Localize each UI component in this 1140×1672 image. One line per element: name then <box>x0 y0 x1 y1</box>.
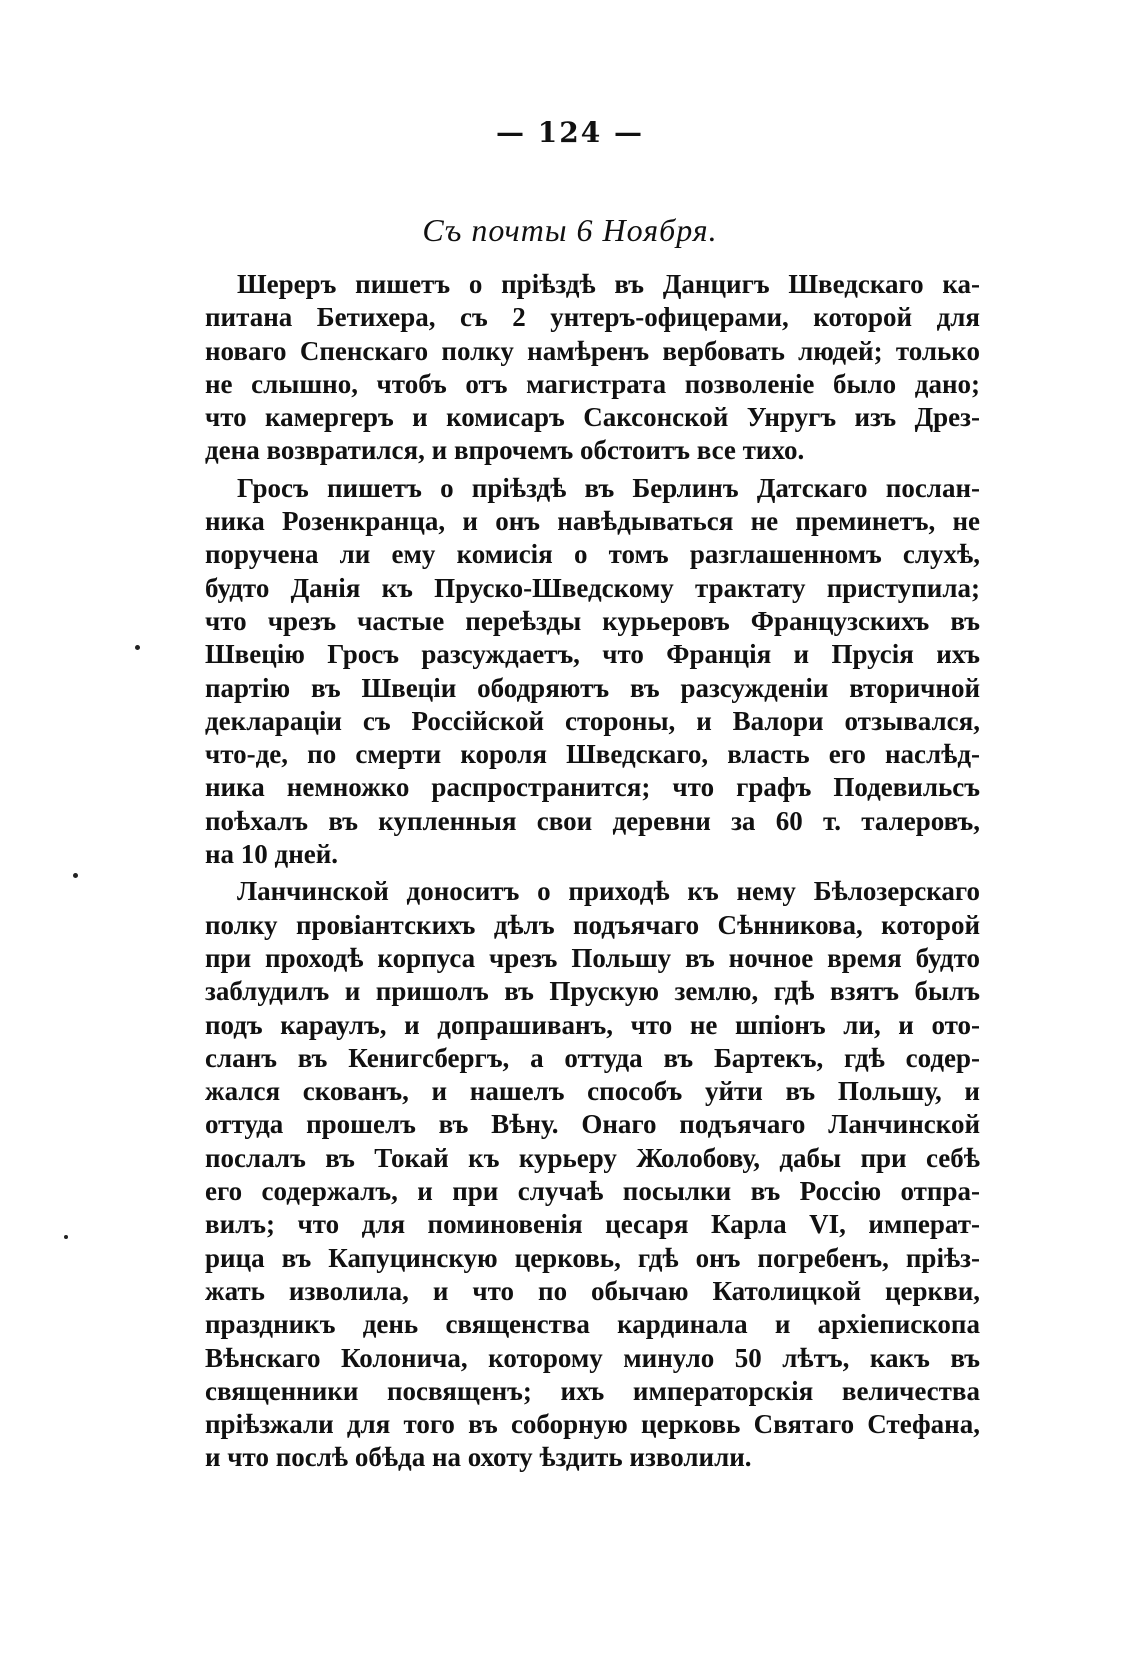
text-line: жался скованъ, и нашелъ способъ уйти въ Польшу, и <box>205 1076 980 1107</box>
text-line: священники посвященъ; ихъ императорскія величества <box>205 1375 980 1406</box>
text-line: Швецію Гросъ разсуждаетъ, что Франція и Прусія ихъ <box>205 639 980 670</box>
page-number: — 124 — <box>496 116 644 149</box>
paragraph <box>205 472 980 872</box>
text-line: жать изволила, и что по обычаю Католицкой церкви, <box>205 1275 980 1306</box>
text-line: что-де, по смерти короля Шведскаго, власть его наслѣд- <box>205 739 980 770</box>
text-line: и что послѣ обѣда на охоту ѣздить изволили. <box>205 1442 752 1473</box>
text-line: его содержалъ, и при случаѣ посылки въ Россію отпра- <box>205 1176 980 1207</box>
text-line: рица въ Капуцинскую церковь, гдѣ онъ погребенъ, пріѣз- <box>205 1242 980 1273</box>
text-line: послалъ въ Токай къ курьеру Жолобову, дабы при себѣ <box>205 1142 980 1173</box>
text-line: поѣхалъ въ купленныя свои деревни за 60 т. талеровъ, <box>205 805 980 836</box>
text-line: на 10 дней. <box>205 839 339 870</box>
text-line: подъ караулъ, и допрашиванъ, что не шпіонъ ли, и ото- <box>205 1009 980 1040</box>
text-line: партію въ Швеціи ободряютъ въ разсужденіи вторичной <box>205 672 980 703</box>
section-heading: Съ почты 6 Ноября. <box>422 212 718 248</box>
text-line: поручена ли ему комисія о томъ разглашенномъ слухѣ, <box>205 539 980 570</box>
text-line: ника Розенкранца, и онъ навѣдываться не преминетъ, не <box>205 506 980 537</box>
body-text <box>205 268 980 1479</box>
text-line: дена возвратился, и впрочемъ обстоитъ все тихо. <box>205 435 805 466</box>
text-line: полку провіантскихъ дѣлъ подъячаго Сѣнникова, которой <box>205 909 980 940</box>
text-line: не слышно, чтобъ отъ магистрата позволеніе было дано; <box>205 368 980 399</box>
text-line: сланъ въ Кенигсбергъ, а оттуда въ Бартекъ, гдѣ содер- <box>205 1042 980 1073</box>
text-line: ника немножко распространится; что графъ Подевильсъ <box>205 772 980 803</box>
text-line: новаго Спенскаго полку намѣренъ вербовать людей; только <box>205 335 980 366</box>
text-line: Ланчинской доноситъ о приходѣ къ нему Бѣлозерскаго <box>237 876 980 907</box>
scan-speck <box>64 1235 68 1239</box>
text-line: будто Данія къ Пруско-Шведскому трактату приступила; <box>205 572 980 603</box>
text-line: Гросъ пишетъ о пріѣздѣ въ Берлинъ Датскаго послан- <box>237 472 980 503</box>
text-line: что чрезъ частые переѣзды курьеровъ Французскихъ въ <box>205 605 980 636</box>
paragraph <box>205 268 980 468</box>
text-line: оттуда прошелъ въ Вѣну. Онаго подъячаго Ланчинской <box>205 1109 980 1140</box>
text-line: что камергеръ и комисаръ Саксонской Унругъ изъ Дрез- <box>205 402 980 433</box>
text-line: пріѣзжали для того въ соборную церковь Святаго Стефана, <box>205 1409 980 1440</box>
text-line: праздникъ день священства кардинала и архіепископа <box>205 1309 980 1340</box>
text-line: при проходѣ корпуса чрезъ Польшу въ ночное время будто <box>205 942 980 973</box>
text-line: Шереръ пишетъ о пріѣздѣ въ Данцигъ Шведскаго ка- <box>237 269 980 299</box>
text-line: заблудилъ и пришолъ въ Прускую землю, гдѣ взятъ былъ <box>205 976 980 1007</box>
paragraph <box>205 875 980 1474</box>
text-line: Вѣнскаго Колонича, которому минуло 50 лѣтъ, какъ въ <box>205 1342 980 1373</box>
scan-speck <box>73 873 78 878</box>
text-line: вилъ; что для поминовенія цесаря Карла VI, императ- <box>205 1209 980 1240</box>
scan-speck <box>135 645 140 650</box>
text-line: деклараціи съ Россійской стороны, и Валори отзывался, <box>205 705 980 736</box>
text-line: питана Бетихера, съ 2 унтеръ-офицерами, которой для <box>205 302 980 333</box>
